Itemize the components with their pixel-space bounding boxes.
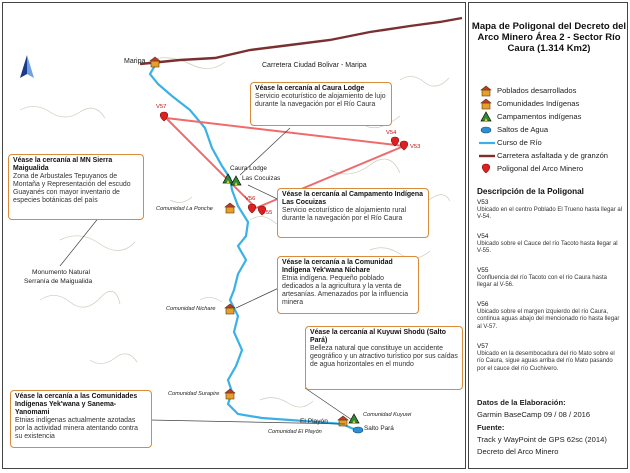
legend-source-title: Fuente: <box>477 423 505 432</box>
callout-nichare[interactable] <box>277 256 419 314</box>
legend-desc-v57: V57 Ubicado en la desembocadura del río Mato sobre el río Caura, sigue aguas arriba del río Mato pasando por el cauce del río Cuchivero. <box>477 343 615 372</box>
legend-elab: Garmin BaseCamp 09 / 08 / 2016 <box>477 410 591 419</box>
callout-caura-lodge[interactable] <box>250 82 392 126</box>
legend-item-carretera: Carretera asfaltada y de granzón <box>497 151 609 160</box>
legend-desc-v55: V55 Confluencia del río Tacoto con el río Caura hasta llegar al V-56. <box>477 267 607 289</box>
legend-source-2: Decreto del Arco Minero <box>477 447 559 456</box>
label-v54: V54 <box>386 130 397 136</box>
callout-yekwana[interactable] <box>10 390 152 448</box>
label-v56: V56 <box>245 196 256 202</box>
callout-camp-title: Véase la cercanía al Campamento Indígena Las Cocuizas <box>282 191 423 207</box>
callout-nichare-title: Véase la cercanía a la Comunidad Indígena Yek'wana Nichare <box>282 259 393 275</box>
legend-panel <box>468 2 628 469</box>
label-surapire: Comunidad Surapire <box>168 391 220 397</box>
legend-item-poblados: Poblados desarrollados <box>477 85 576 97</box>
label-la-ponche: Comunidad La Ponche <box>156 206 213 212</box>
legend-item-saltos: Saltos de Agua <box>477 124 548 136</box>
legend-item-campamentos: Campamentos indígenas <box>477 111 581 123</box>
label-kuyuwi: Comunidad Kuyuwi <box>363 412 412 418</box>
label-nichare: Comunidad Nichare <box>166 306 216 312</box>
label-road: Carretera Ciudad Bolivar - Maripa <box>262 62 367 69</box>
label-v55: V55 <box>262 210 273 216</box>
callout-caura-lodge-title: Véase la cercanía al Caura Lodge <box>255 85 365 92</box>
legend-title: Mapa de Poligonal del Decreto del Arco Minero Área 2 - Sector Río Caura (1.314 Km2) <box>471 21 627 54</box>
label-maripa: Maripa <box>124 58 146 65</box>
callout-las-cocuizas[interactable] <box>277 188 429 238</box>
callout-kuyuwi-text: Belleza natural que constituye un accidente geográfico y un atractivo turístico por sus caídas de agua horizontales en el mundo <box>310 345 458 369</box>
callout-caura-lodge-text: Servicio ecoturístico de alojamiento de lujo durante la navegación por el Río Caura <box>255 93 386 109</box>
label-salto-para: Salto Pará <box>364 425 394 432</box>
callout-nichare-text: Etnia indígena. Pequeño poblado dedicados a la agricultura y la venta de artesanías. Amenazados por la influencia minera <box>282 275 409 307</box>
legend-item-comunidades: Comunidades Indígenas <box>477 98 579 110</box>
label-serrania: Serranía de Maigualida <box>24 278 93 285</box>
legend-elab-title: Datos de la Elaboración: <box>477 398 566 407</box>
legend-item-poligonal: Poligonal del Arco Minero <box>477 163 583 175</box>
label-v57: V57 <box>156 104 167 110</box>
callout-mn-title: Véase la cercanía al MN Sierra Maigualida <box>13 157 113 173</box>
label-playon: El Playón <box>300 418 328 425</box>
callout-mn-maigualida[interactable] <box>8 154 144 220</box>
legend-item-rio: Curso de Río <box>497 138 542 147</box>
label-playon-community: Comunidad El Playón <box>268 429 322 435</box>
legend-source-1: Track y WayPoint de GPS 62sc (2014) <box>477 435 607 444</box>
label-las-cocuizas: Las Cocuizas <box>242 175 281 182</box>
legend-desc-title: Descripción de la Poligonal <box>477 187 584 196</box>
callout-camp-text: Servicio ecoturístico de alojamiento rural durante la navegación por el Río Caura <box>282 207 407 223</box>
legend-desc-v54: V54 Ubicado sobre el Cauce del río Tacoto hasta llegar al V-55. <box>477 233 618 255</box>
callout-kuyuwi-title: Véase la cercanía al Kuyuwi Shodü (Salto Pará) <box>310 329 446 345</box>
callout-yek-title: Véase la cercanía a las Comunidades Indígenas Yek'wana y Sanema-Yanomami <box>15 393 138 417</box>
label-v53: V53 <box>410 144 421 150</box>
legend-desc-v56: V56 Ubicado sobre el margen izquierdo del río Caura, continua aguas abajo del mencionado río hasta llegar al V-57. <box>477 301 620 330</box>
label-caura-lodge: Caura Lodge <box>230 165 267 172</box>
callout-kuyuwi[interactable] <box>305 326 463 390</box>
label-monumento: Monumento Natural <box>32 269 90 276</box>
callout-yek-text: Etnias indígenas actualmente azotadas por la actividad minera atentando contra su existencia <box>15 417 138 441</box>
callout-mn-text: Zona de Arbustales Tepuyanos de Montaña y Representación del escudo Guayanés con mayor inventario de especies botánicas del país <box>13 173 131 205</box>
legend-desc-v53: V53 Ubicado en el centro Poblado El Trueno hasta llegar al V-54. <box>477 199 623 221</box>
